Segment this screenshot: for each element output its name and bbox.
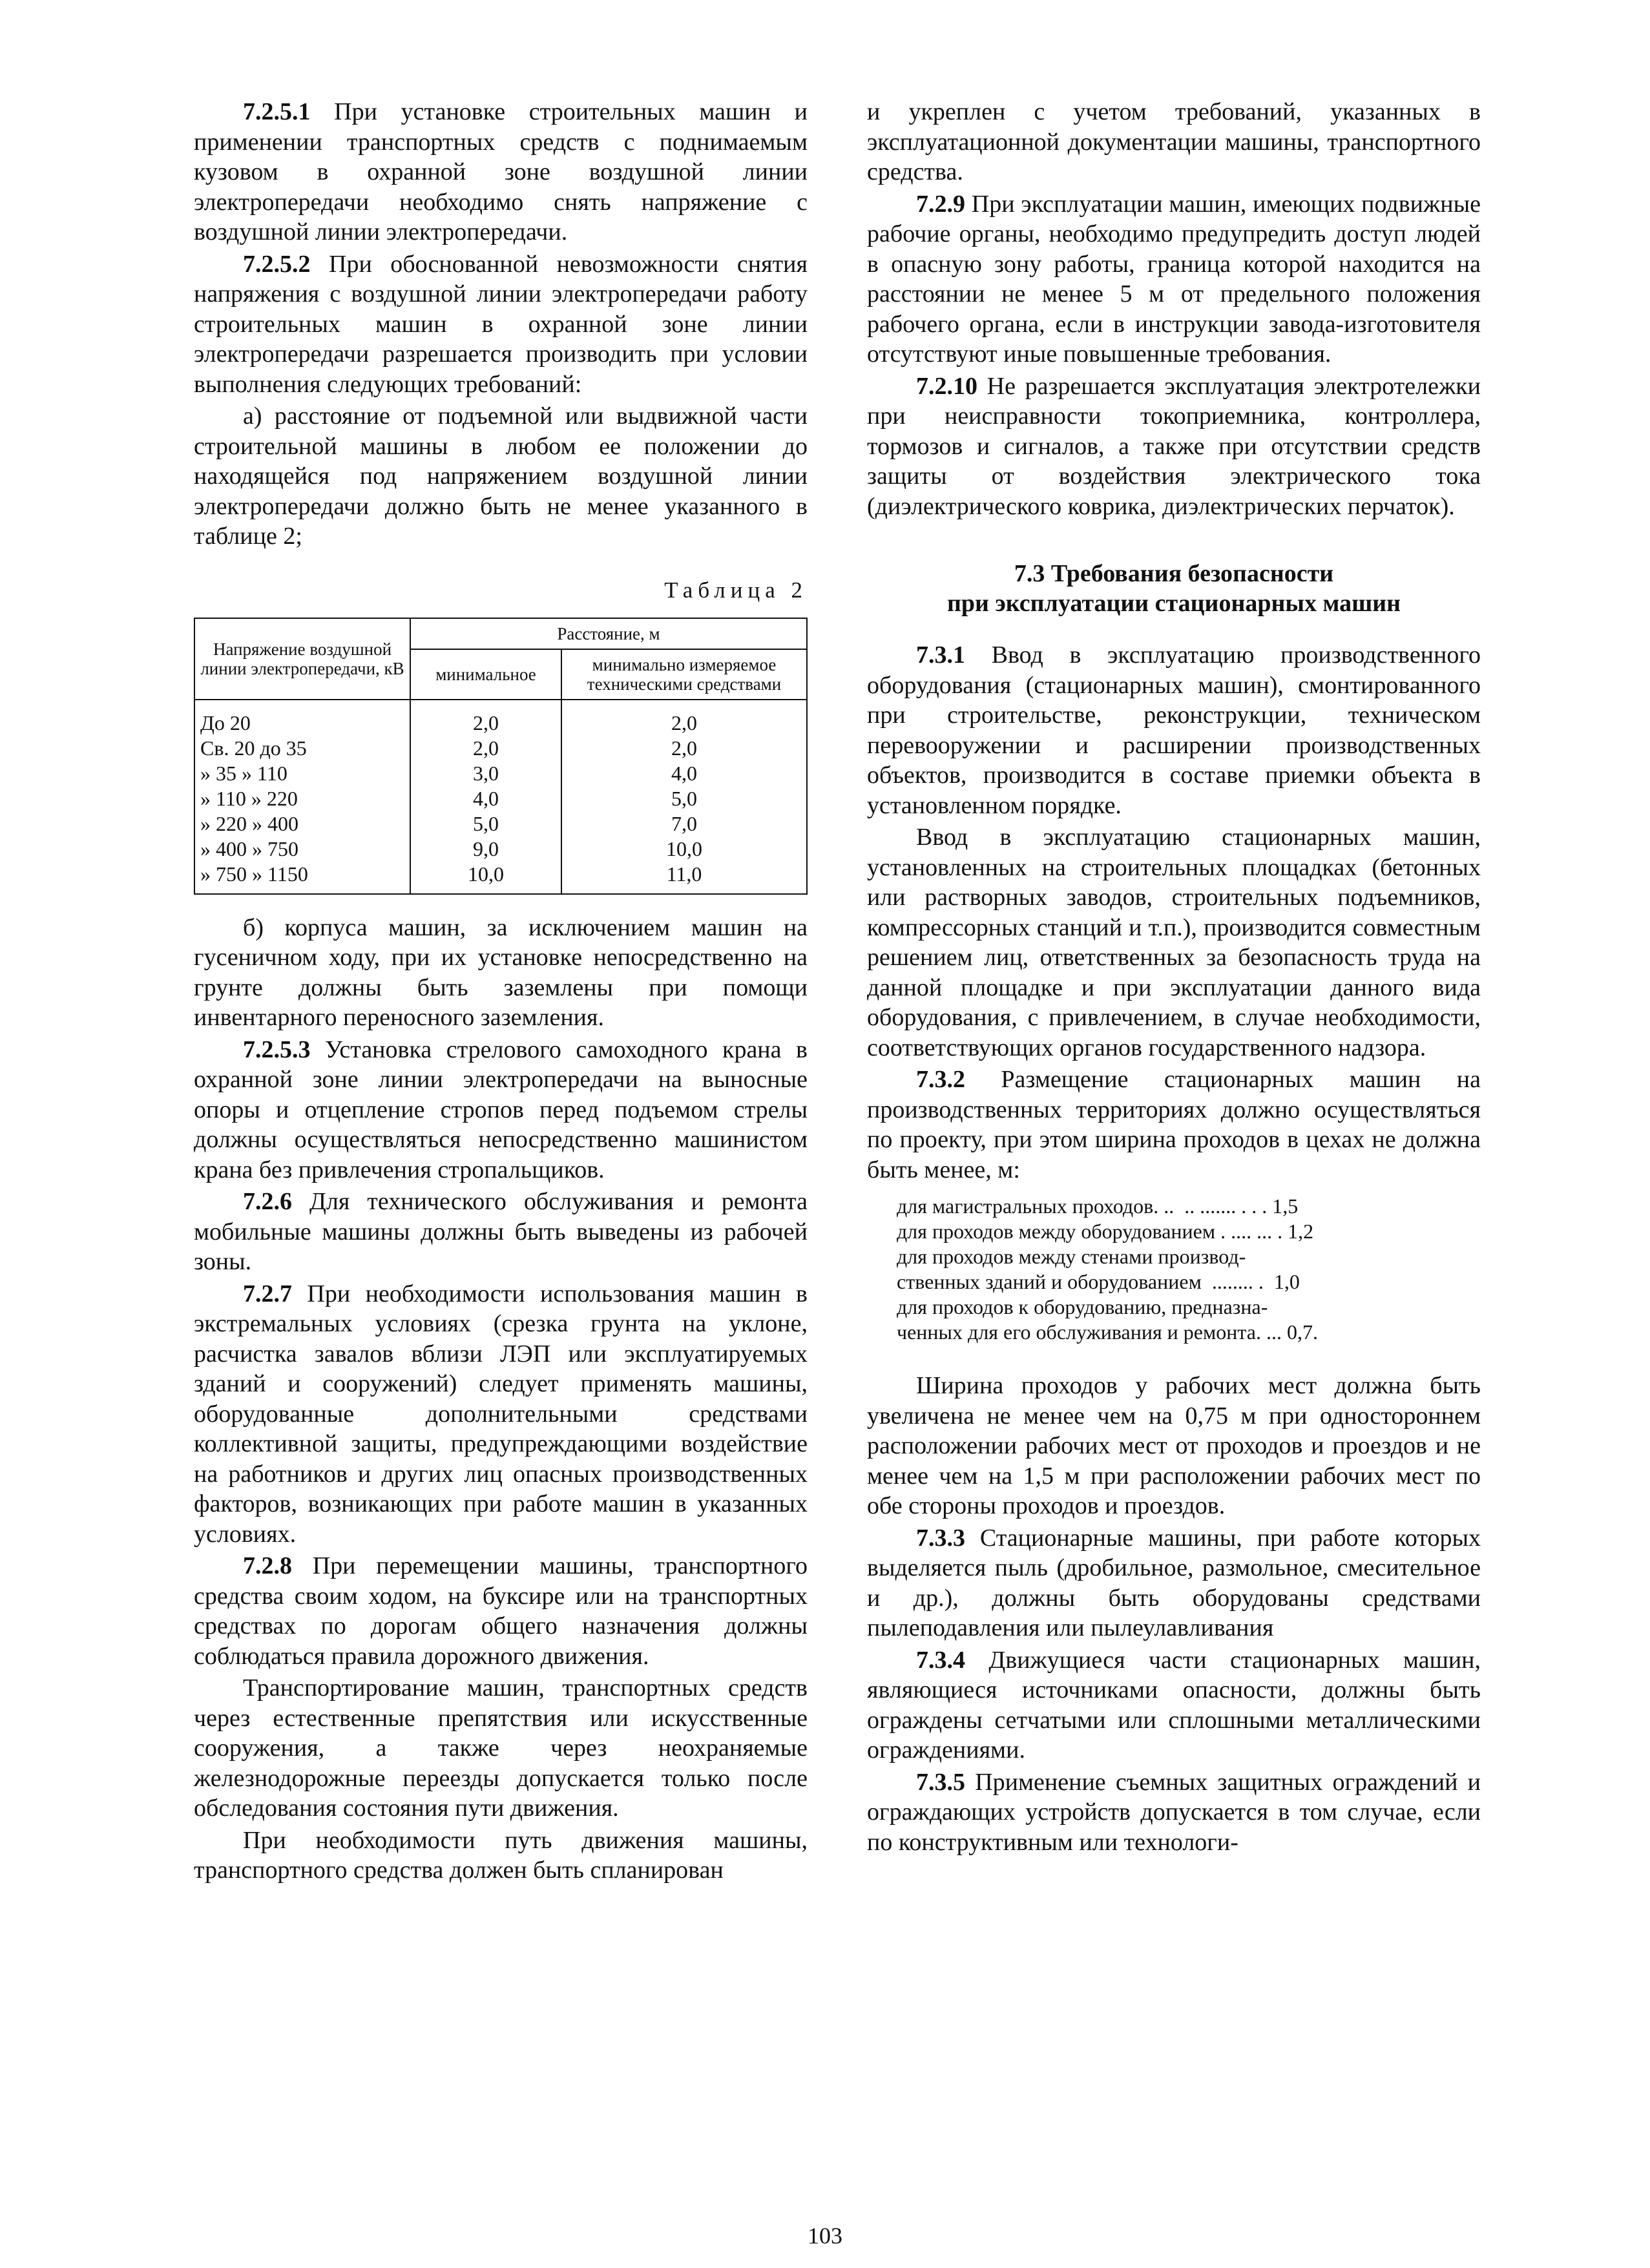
left-column [194, 97, 808, 1886]
table-row [194, 837, 807, 862]
voltage-cell: До 20 [194, 700, 410, 736]
voltage-cell: » 750 » 1150 [194, 862, 410, 894]
min-cell: 9,0 [410, 837, 561, 862]
table-row [194, 700, 807, 736]
clause-number: 7.2.5.3 [243, 1035, 311, 1063]
paragraph-7-2-9: 7.2.9 При эксплуатации машин, имеющих подвижные рабочие органы, необходимо предупредить доступ людей в опасную зону работы, граница которой находится на расстоянии не менее 5 м от предельного положения рабочего органа, если в инструкции завода-изготовителя отсутствуют иные повышенные требования. [867, 190, 1481, 368]
paragraph-passage-width: Ширина проходов у рабочих мест должна быть увеличена не менее чем на 0,75 м при одностороннем расположении рабочих мест от проходов и проездов и не менее чем на 1,5 м при расположении рабочих мест по обе стороны проходов и проездов. [867, 1372, 1481, 1519]
section-heading-7-3: 7.3 Требования безопасности при эксплуатации стационарных машин [946, 560, 1401, 617]
paragraph-item-b: б) корпуса машин, за исключением машин на гусеничном ходу, при их установке непосредственно на грунте должны быть заземлены при помощи инвентарного переносного заземления. [194, 913, 808, 1031]
paragraph-7-2-7: 7.2.7 При необходимости использования машин в экстремальных условиях (срезка грунта на уклоне, расчистка завалов вблизи ЛЭП или эксплуатируемых зданий и сооружений) следует применять машины, оборудованные дополнительными средствами коллективной защиты, предупреждающими воздействие на работников и других лиц опасных производственных факторов, возникающих при работе машин в указанных условиях. [194, 1280, 808, 1548]
header-voltage: Напряжение воздушной линии электропередачи, кВ [194, 618, 410, 700]
measured-cell: 7,0 [561, 811, 807, 837]
measured-cell: 2,0 [561, 700, 807, 736]
table-row [194, 862, 807, 894]
list-item: для проходов к оборудованию, предназна- [897, 1295, 1268, 1318]
paragraph-7-2-5-1: 7.2.5.1 При установке строительных машин и применении транспортных средств с поднимаемым кузовом в охранной зоне воздушной линии электропередачи необходимо снять напряжение с воздушной линии электропередачи. [194, 98, 808, 245]
voltage-cell: » 35 » 110 [194, 761, 410, 786]
clause-number: 7.3.1 [916, 641, 965, 669]
list-item: ственных зданий и оборудованием ........ . 1,0 [897, 1270, 1300, 1293]
paragraph-transport: Транспортирование машин, транспортных средств через естественные препятствия или искусственные сооружения, а также через неохраняемые железнодорожные переезды допускается только после обследования состояния пути движения. [194, 1674, 808, 1822]
measured-cell: 2,0 [561, 736, 807, 761]
min-cell: 10,0 [410, 862, 561, 894]
measured-cell: 10,0 [561, 837, 807, 862]
min-cell: 2,0 [410, 700, 561, 736]
min-cell: 3,0 [410, 761, 561, 786]
clause-number: 7.2.8 [243, 1552, 292, 1579]
min-cell: 4,0 [410, 786, 561, 811]
list-item: для проходов между оборудованием . .... ... . 1,2 [897, 1220, 1314, 1243]
right-column [867, 97, 1481, 1857]
header-minimum-measured: минимально измеряемое техническими средствами [561, 649, 807, 700]
paragraph-7-2-8: 7.2.8 При перемещении машины, транспортного средства своим ходом, на буксире или на транспортных средствах по дорогам общего назначения должны соблюдаться правила дорожного движения. [194, 1552, 808, 1670]
paragraph-7-3-3: 7.3.3 Стационарные машины, при работе которых выделяется пыль (дробильное, размольное, смесительное и др.), должны быть оборудованы средствами пылеподавления или пылеулавливания [867, 1524, 1481, 1641]
clause-number: 7.3.5 [916, 1768, 965, 1796]
clause-number: 7.2.6 [243, 1188, 292, 1215]
clause-number: 7.2.5.2 [243, 250, 311, 278]
paragraph-7-2-5-2: 7.2.5.2 При обоснованной невозможности снятия напряжения с воздушной линии электропередачи работу строительных машин в охранной зоне линии электропередачи разрешается производить при условии выполнения следующих требований: [194, 250, 808, 398]
measured-cell: 5,0 [561, 786, 807, 811]
clause-number: 7.3.3 [916, 1524, 965, 1552]
page-number: 103 [808, 2223, 842, 2249]
table-row [194, 761, 807, 786]
list-item: для проходов между стенами производ- [897, 1245, 1246, 1268]
list-item: для магистральных проходов. .. .. ....... . . . 1,5 [897, 1194, 1299, 1218]
clause-number: 7.2.9 [916, 190, 965, 218]
clause-number: 7.2.5.1 [243, 98, 311, 125]
voltage-cell: » 220 » 400 [194, 811, 410, 837]
paragraph-7-2-6: 7.2.6 Для технического обслуживания и ремонта мобильные машины должны быть выведены из рабочей зоны. [194, 1188, 808, 1275]
voltage-cell: Св. 20 до 35 [194, 736, 410, 761]
header-minimum: минимальное [410, 649, 561, 700]
passage-widths-list [897, 1194, 1481, 1345]
measured-cell: 4,0 [561, 761, 807, 786]
paragraph-continuation: и укреплен с учетом требований, указанных в эксплуатационной документации машины, транспортного средства. [867, 98, 1481, 185]
table-row [194, 811, 807, 837]
table-row [194, 736, 807, 761]
clause-number: 7.2.7 [243, 1280, 292, 1307]
paragraph-7-3-4: 7.3.4 Движущиеся части стационарных машин, являющиеся источниками опасности, должны быть ограждены сетчатыми или сплошными металлическими ограждениями. [867, 1646, 1481, 1763]
min-cell: 2,0 [410, 736, 561, 761]
voltage-cell: » 400 » 750 [194, 837, 410, 862]
table-row [194, 786, 807, 811]
paragraph-7-3-1: 7.3.1 Ввод в эксплуатацию производственного оборудования (стационарных машин), смонтированного при строительстве, реконструкции, техническом перевооружении и расширении производственных объектов, производится в составе приемки объекта в установленном порядке. [867, 641, 1481, 819]
clause-number: 7.2.10 [916, 372, 977, 400]
paragraph-7-3-5: 7.3.5 Применение съемных защитных ограждений и ограждающих устройств допускается в том случае, если по конструктивным или технологи- [867, 1768, 1481, 1856]
clause-number: 7.3.2 [916, 1066, 965, 1093]
paragraph-7-2-5-3: 7.2.5.3 Установка стрелового самоходного крана в охранной зоне линии электропередачи на выносные опоры и отцепление стропов перед подъемом стрелы должны осуществляться непосредственно машинистом крана без привлечения стропальщиков. [194, 1035, 808, 1183]
list-item: ченных для его обслуживания и ремонта. ... 0,7. [897, 1320, 1318, 1344]
paragraph-7-2-10: 7.2.10 Не разрешается эксплуатация электротележки при неисправности токоприемника, контроллера, тормозов и сигналов, а также при отсутствии средств защиты от воздействия электрического тока (диэлектрического коврика, диэлектрических перчаток). [867, 372, 1481, 520]
paragraph-7-3-2: 7.3.2 Размещение стационарных машин на производственных территориях должно осуществляться по проекту, при этом ширина проходов в цехах не должна быть менее, м: [867, 1066, 1481, 1183]
distance-table [194, 618, 808, 895]
table-caption: Таблица 2 [664, 577, 808, 603]
paragraph-route: При необходимости путь движения машины, транспортного средства должен быть спланирован [194, 1826, 808, 1884]
paragraph-item-a: а) расстояние от подъемной или выдвижной части строительной машины в любом ее положении до находящейся под напряжением воздушной линии электропередачи должно быть не менее указанного в таблице 2; [194, 402, 808, 550]
measured-cell: 11,0 [561, 862, 807, 894]
header-distance: Расстояние, м [410, 618, 807, 649]
paragraph-commissioning: Ввод в эксплуатацию стационарных машин, установленных на строительных площадках (бетонных или растворных заводов, строительных подъемников, компрессорных станций и т.п.), производится совместным решением лиц, ответственных за безопасность труда на данной площадке и при эксплуатации данного вида оборудования, с привлечением, в случае необходимости, соответствующих органов государственного надзора. [867, 824, 1481, 1061]
voltage-cell: » 110 » 220 [194, 786, 410, 811]
min-cell: 5,0 [410, 811, 561, 837]
clause-number: 7.3.4 [916, 1646, 965, 1674]
